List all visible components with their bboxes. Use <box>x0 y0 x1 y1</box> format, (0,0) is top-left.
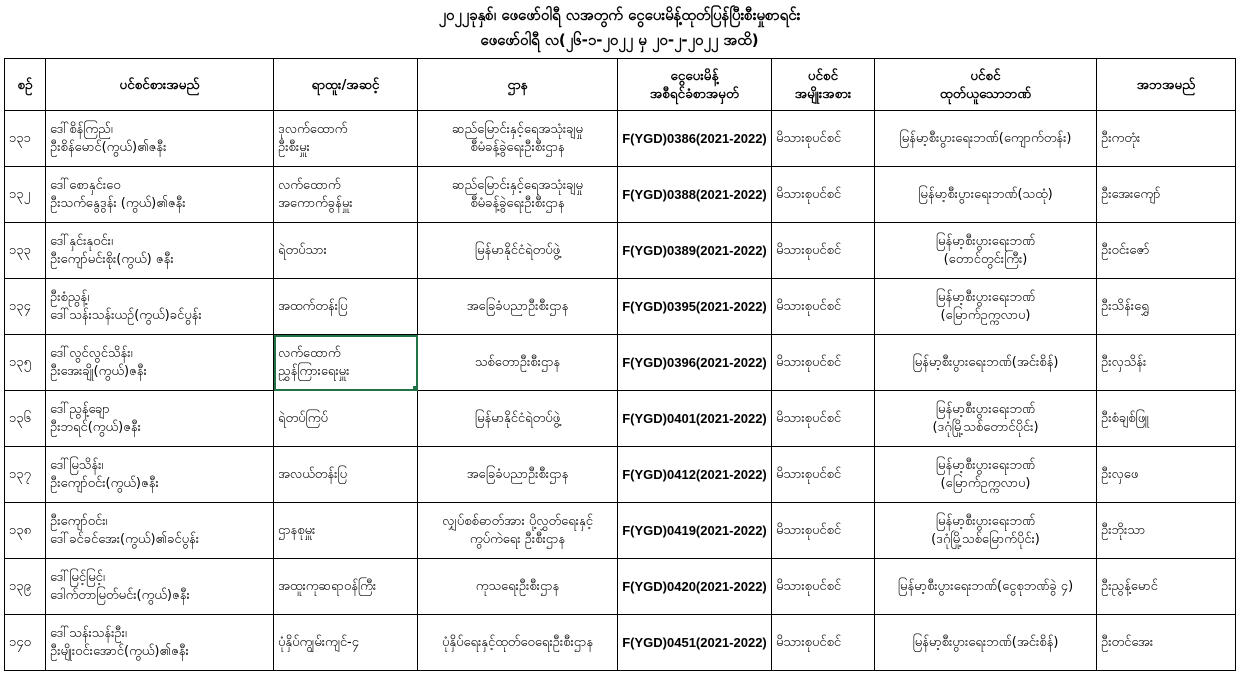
cell-dept[interactable]: ပုံနှိပ်ရေးနှင့်ထုတ်ဝေရေးဦးစီးဌာန <box>418 615 618 671</box>
cell-type[interactable]: မိသားစုပင်စင် <box>772 559 875 615</box>
cell-rank[interactable]: ပုံနှိပ်ကျွမ်းကျင်-၄ <box>274 615 418 671</box>
table-row <box>5 559 1236 615</box>
cell-dept[interactable]: အခြေခံပညာဦးစီးဌာန <box>418 447 618 503</box>
cell-type[interactable]: မိသားစုပင်စင် <box>772 223 875 279</box>
cell-bank[interactable]: မြန်မာ့စီးပွားရေးဘဏ်(သထုံ) <box>875 167 1097 223</box>
table-row <box>5 335 1236 391</box>
cell-dept[interactable]: သစ်တောဦးစီးဌာန <box>418 335 618 391</box>
cell-dept[interactable]: ဆည်မြောင်းနှင့်ရေအသုံးချမှု စီမံခန့်ခွဲရေးဦးစီးဌာန <box>418 167 618 223</box>
cell-dept[interactable]: ကုသရေးဦးစီးဌာန <box>418 559 618 615</box>
cell-father[interactable]: ဦးညွန့်မောင် <box>1097 559 1236 615</box>
col-header-rank[interactable]: ရာထူး/အဆင့် <box>274 59 418 111</box>
cell-dept[interactable]: လျှပ်စစ်ဓာတ်အား ပို့လွှတ်ရေးနှင့် ကွပ်ကဲရေး ဦးစီးဌာန <box>418 503 618 559</box>
cell-order-no[interactable]: F(YGD)0451(2021-2022) <box>618 615 772 671</box>
pension-table <box>4 58 1236 671</box>
cell-type[interactable]: မိသားစုပင်စင် <box>772 335 875 391</box>
cell-order-no[interactable]: F(YGD)0386(2021-2022) <box>618 111 772 167</box>
cell-father[interactable]: ဦးသိန်းရွှေ <box>1097 279 1236 335</box>
cell-pensioner[interactable]: ဒေါ်စိန်ကြည်၊ ဦးစိန်မောင်(ကွယ်)၏ဇနီး <box>46 111 274 167</box>
table-row <box>5 615 1236 671</box>
cell-no[interactable]: ၁၃၄ <box>5 279 46 335</box>
cell-bank[interactable]: မြန်မာ့စီးပွားရေးဘဏ် (မြောက်ဥက္ကလာပ) <box>875 447 1097 503</box>
cell-pensioner[interactable]: ဒေါ်စောနှင်းဝေ ဦးသက်နွေဒွန်း (ကွယ်)၏ဇနီး <box>46 167 274 223</box>
cell-no[interactable]: ၁၄၀ <box>5 615 46 671</box>
cell-no[interactable]: ၁၃၆ <box>5 391 46 447</box>
cell-no[interactable]: ၁၃၈ <box>5 503 46 559</box>
cell-no[interactable]: ၁၃၃ <box>5 223 46 279</box>
table-row <box>5 503 1236 559</box>
table-row <box>5 167 1236 223</box>
table-row <box>5 111 1236 167</box>
cell-order-no[interactable]: F(YGD)0420(2021-2022) <box>618 559 772 615</box>
cell-pensioner[interactable]: ဒေါ်မြသိန်း၊ ဦးကျော်ဝင်း(ကွယ်)ဇနီး <box>46 447 274 503</box>
cell-rank[interactable]: အလယ်တန်းပြ <box>274 447 418 503</box>
cell-type[interactable]: မိသားစုပင်စင် <box>772 111 875 167</box>
cell-order-no[interactable]: F(YGD)0419(2021-2022) <box>618 503 772 559</box>
cell-dept[interactable]: အခြေခံပညာဦးစီးဌာန <box>418 279 618 335</box>
cell-pensioner[interactable]: ဒေါ်လွင်လွင်သိန်း၊ ဦးအေးချို(ကွယ်)ဇနီး <box>46 335 274 391</box>
col-header-type[interactable]: ပင်စင် အမျိုးအစား <box>772 59 875 111</box>
cell-order-no[interactable]: F(YGD)0389(2021-2022) <box>618 223 772 279</box>
cell-type[interactable]: မိသားစုပင်စင် <box>772 615 875 671</box>
cell-rank-selected[interactable]: လက်ထောက် ညွှန်ကြားရေးမှူး <box>274 335 418 391</box>
cell-bank[interactable]: မြန်မာ့စီးပွားရေးဘဏ်(အင်းစိန်) <box>875 615 1097 671</box>
table-row <box>5 223 1236 279</box>
cell-father[interactable]: ဦးလှသိန်း <box>1097 335 1236 391</box>
cell-bank[interactable]: မြန်မာ့စီးပွားရေးဘဏ်(အင်းစိန်) <box>875 335 1097 391</box>
cell-bank[interactable]: မြန်မာ့စီးပွားရေးဘဏ်(ကျောက်တန်း) <box>875 111 1097 167</box>
cell-father[interactable]: ဦးအေးကျော် <box>1097 167 1236 223</box>
report-subtitle: ဖေဖော်ဝါရီ လ(၂၆-၁-၂၀၂၂ မှ ၂၀-၂-၂၀၂၂ အထိ) <box>480 31 759 49</box>
cell-no[interactable]: ၁၃၇ <box>5 447 46 503</box>
cell-order-no[interactable]: F(YGD)0395(2021-2022) <box>618 279 772 335</box>
cell-rank[interactable]: လက်ထောက် အကောက်ခွန်မှူး <box>274 167 418 223</box>
col-header-bank[interactable]: ပင်စင် ထုတ်ယူသောဘဏ် <box>875 59 1097 111</box>
cell-bank[interactable]: မြန်မာ့စီးပွားရေးဘဏ် (ဒဂုံမြို့သစ်မြောက်ပိုင်း) <box>875 503 1097 559</box>
cell-type[interactable]: မိသားစုပင်စင် <box>772 503 875 559</box>
cell-father[interactable]: ဦးဝင်းဇော် <box>1097 223 1236 279</box>
cell-no[interactable]: ၁၃၅ <box>5 335 46 391</box>
col-header-dept[interactable]: ဌာန <box>418 59 618 111</box>
report-title: ၂၀၂၂ခုနှစ်၊ ဖေဖော်ဝါရီ လအတွက် ငွေပေးမိန့်ထုတ်ပြန်ပြီးစီးမှုစာရင်း <box>438 6 801 24</box>
cell-rank[interactable]: အထက်တန်းပြ <box>274 279 418 335</box>
cell-bank[interactable]: မြန်မာ့စီးပွားရေးဘဏ် (ဒဂုံမြို့သစ်တောင်ပိုင်း) <box>875 391 1097 447</box>
cell-dept[interactable]: မြန်မာနိုင်ငံရဲတပ်ဖွဲ့ <box>418 223 618 279</box>
cell-bank[interactable]: မြန်မာ့စီးပွားရေးဘဏ်(ငွေစုဘဏ်ခွဲ ၄) <box>875 559 1097 615</box>
cell-no[interactable]: ၁၃၉ <box>5 559 46 615</box>
col-header-no[interactable]: စဉ် <box>5 59 46 111</box>
cell-rank[interactable]: ဒုလက်ထောက် ဦးစီးမှူး <box>274 111 418 167</box>
cell-pensioner[interactable]: ဒေါ်သန်းသန်းဦး၊ ဦးမျိုးဝင်းအောင်(ကွယ်)၏ဇနီး <box>46 615 274 671</box>
fill-handle[interactable] <box>413 386 418 391</box>
cell-type[interactable]: မိသားစုပင်စင် <box>772 391 875 447</box>
cell-father[interactable]: ဦးစံချစ်ဖြူ <box>1097 391 1236 447</box>
cell-rank[interactable]: ရဲတပ်ကြပ် <box>274 391 418 447</box>
cell-no[interactable]: ၁၃၂ <box>5 167 46 223</box>
cell-rank[interactable]: ဌာနစုမှူး <box>274 503 418 559</box>
cell-type[interactable]: မိသားစုပင်စင် <box>772 447 875 503</box>
cell-order-no[interactable]: F(YGD)0388(2021-2022) <box>618 167 772 223</box>
cell-type[interactable]: မိသားစုပင်စင် <box>772 167 875 223</box>
cell-father[interactable]: ဦးတင်အေး <box>1097 615 1236 671</box>
cell-pensioner[interactable]: ဒေါ်ညွန့်ချော ဦးဘရင်(ကွယ်)ဇနီး <box>46 391 274 447</box>
table-row <box>5 447 1236 503</box>
cell-no[interactable]: ၁၃၁ <box>5 111 46 167</box>
header-row <box>5 59 1236 111</box>
cell-father[interactable]: ဦးဘိုးသာ <box>1097 503 1236 559</box>
table-row <box>5 279 1236 335</box>
cell-bank[interactable]: မြန်မာ့စီးပွားရေးဘဏ် (တောင်တွင်းကြီး) <box>875 223 1097 279</box>
cell-dept[interactable]: မြန်မာနိုင်ငံရဲတပ်ဖွဲ့ <box>418 391 618 447</box>
cell-type[interactable]: မိသားစုပင်စင် <box>772 279 875 335</box>
report-title-block <box>0 0 1239 58</box>
cell-order-no[interactable]: F(YGD)0412(2021-2022) <box>618 447 772 503</box>
cell-bank[interactable]: မြန်မာ့စီးပွားရေးဘဏ် (မြောက်ဥက္ကလာပ) <box>875 279 1097 335</box>
cell-pensioner[interactable]: ဦးစံညွန့်၊ ဒေါ်သန်းသန်းယဉ်(ကွယ်)ခင်ပွန်း <box>46 279 274 335</box>
cell-pensioner[interactable]: ဒေါ်နှင်းနုဝင်း၊ ဦးကျော်မင်းစိုး(ကွယ်) ဇနီး <box>46 223 274 279</box>
cell-rank[interactable]: အထူးကုဆရာဝန်ကြီး <box>274 559 418 615</box>
col-header-order[interactable]: ငွေပေးမိန့် အစီရင်ခံစာအမှတ် <box>618 59 772 111</box>
cell-order-no[interactable]: F(YGD)0396(2021-2022) <box>618 335 772 391</box>
cell-father[interactable]: ဦးလှဖေ <box>1097 447 1236 503</box>
col-header-pensioner[interactable]: ပင်စင်စားအမည် <box>46 59 274 111</box>
cell-pensioner[interactable]: ဒေါ်မြင့်မြင့်၊ ဒေါက်တာမြတ်မင်း(ကွယ်)ဇနီး <box>46 559 274 615</box>
cell-rank[interactable]: ရဲတပ်သား <box>274 223 418 279</box>
cell-pensioner[interactable]: ဦးကျော်ဝင်း၊ ဒေါ်ခင်ခင်အေး(ကွယ်)၏ခင်ပွန်း <box>46 503 274 559</box>
cell-order-no[interactable]: F(YGD)0401(2021-2022) <box>618 391 772 447</box>
cell-dept[interactable]: ဆည်မြောင်းနှင့်ရေအသုံးချမှု စီမံခန့်ခွဲရေးဦးစီးဌာန <box>418 111 618 167</box>
table-row <box>5 391 1236 447</box>
cell-father[interactable]: ဦးကတုံး <box>1097 111 1236 167</box>
col-header-father[interactable]: အဘအမည် <box>1097 59 1236 111</box>
